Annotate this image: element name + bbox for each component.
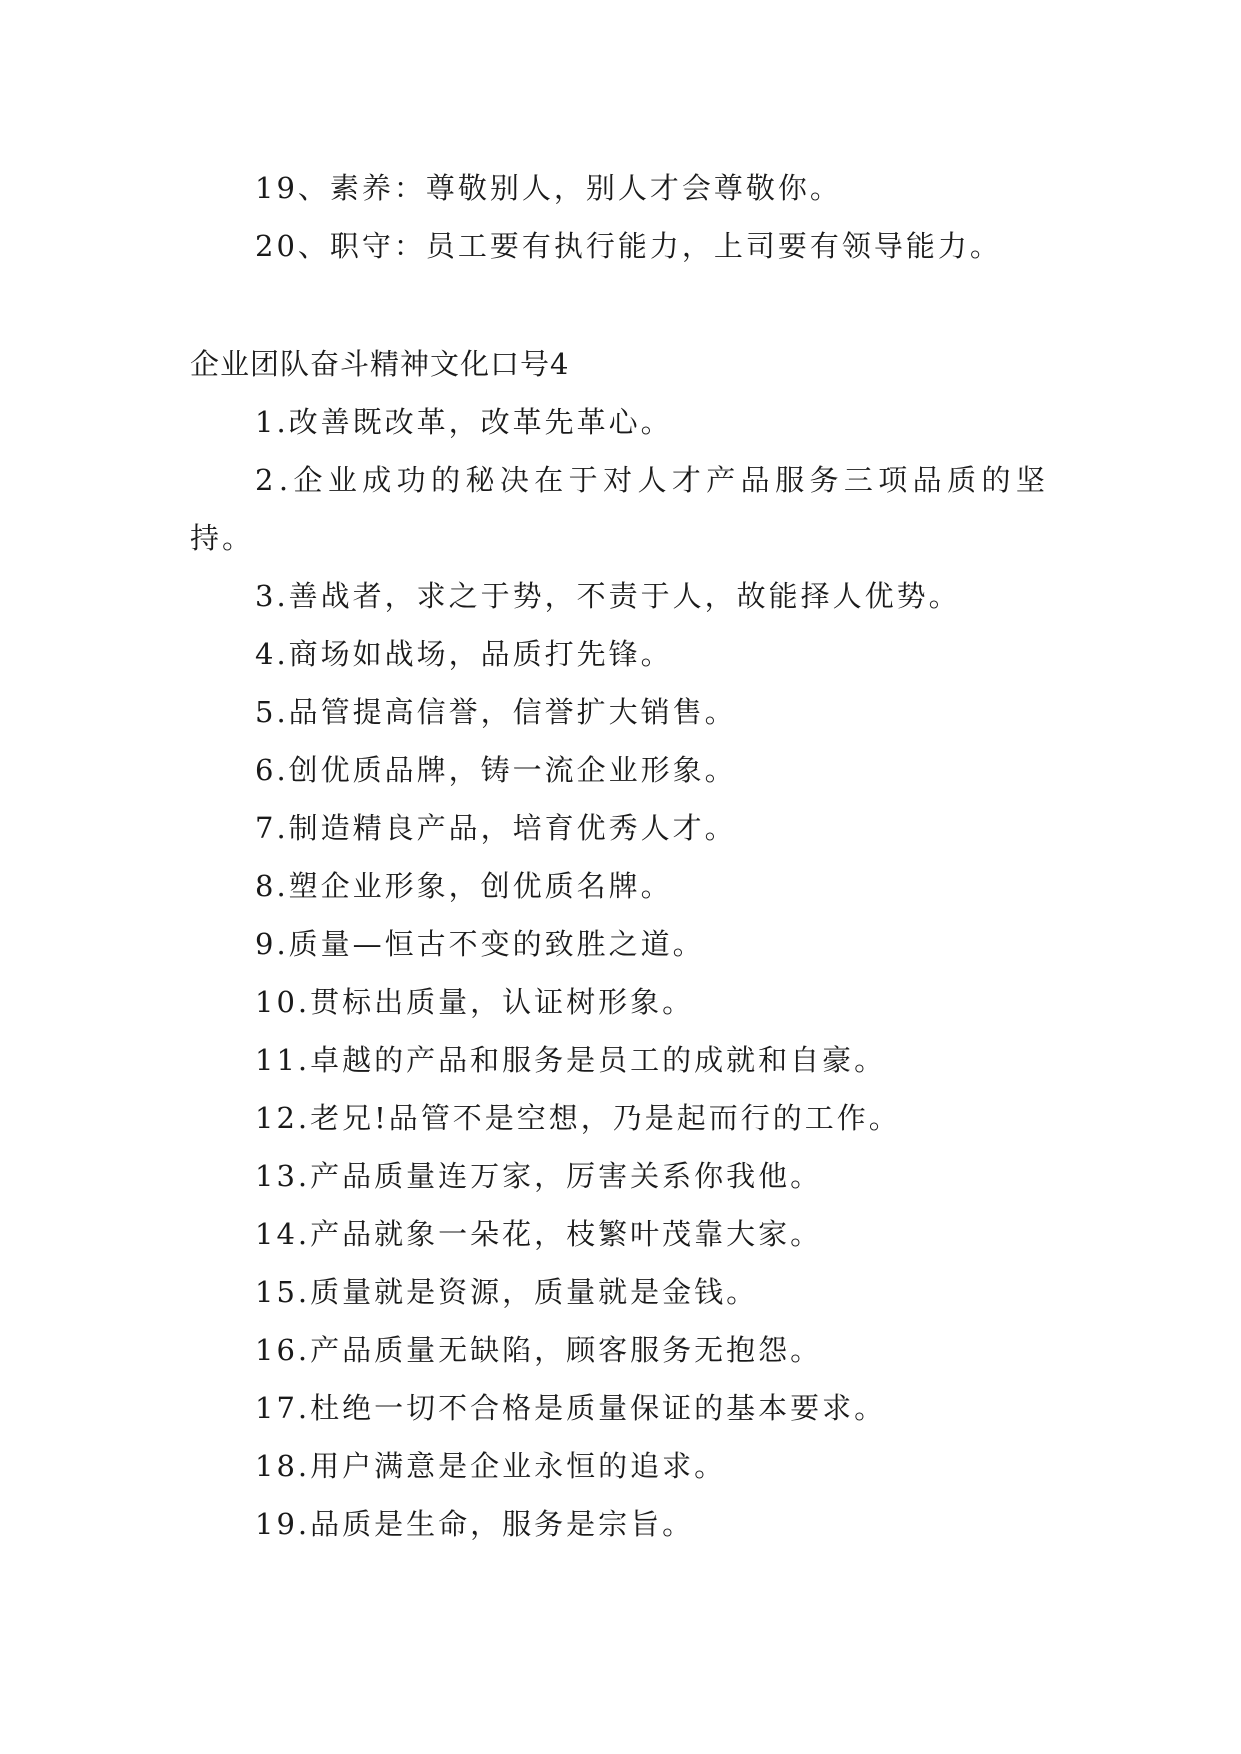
- list-item-continuation: 持。: [190, 521, 255, 555]
- list-item: 8.塑企业形象，创优质名牌。: [255, 869, 673, 903]
- list-item: 14.产品就象一朵花，枝繁叶茂靠大家。: [255, 1217, 823, 1251]
- list-item: 19.品质是生命，服务是宗旨。: [255, 1507, 695, 1541]
- list-item: 19、素养：尊敬别人，别人才会尊敬你。: [255, 171, 842, 205]
- list-item: 9.质量—恒古不变的致胜之道。: [255, 927, 705, 961]
- list-item: 15.质量就是资源，质量就是金钱。: [255, 1275, 759, 1309]
- list-item: 13.产品质量连万家，厉害关系你我他。: [255, 1159, 823, 1193]
- list-item: 10.贯标出质量，认证树形象。: [255, 985, 695, 1019]
- list-item: 2.企业成功的秘决在于对人才产品服务三项品质的坚: [255, 463, 1051, 497]
- list-item: 5.品管提高信誉，信誉扩大销售。: [255, 695, 737, 729]
- list-item: 20、职守：员工要有执行能力，上司要有领导能力。: [255, 229, 1002, 263]
- list-item: 3.善战者，求之于势，不责于人，故能择人优势。: [255, 579, 961, 613]
- list-item: 6.创优质品牌，铸一流企业形象。: [255, 753, 737, 787]
- list-item: 1.改善既改革，改革先革心。: [255, 405, 673, 439]
- section-title: 企业团队奋斗精神文化口号4: [190, 347, 570, 381]
- list-item: 18.用户满意是企业永恒的追求。: [255, 1449, 727, 1483]
- list-item: 4.商场如战场，品质打先锋。: [255, 637, 673, 671]
- list-item: 7.制造精良产品，培育优秀人才。: [255, 811, 737, 845]
- list-item: 17.杜绝一切不合格是质量保证的基本要求。: [255, 1391, 887, 1425]
- list-item: 11.卓越的产品和服务是员工的成就和自豪。: [255, 1043, 887, 1077]
- list-item: 16.产品质量无缺陷，顾客服务无抱怨。: [255, 1333, 823, 1367]
- list-item: 12.老兄!品管不是空想，乃是起而行的工作。: [255, 1101, 901, 1135]
